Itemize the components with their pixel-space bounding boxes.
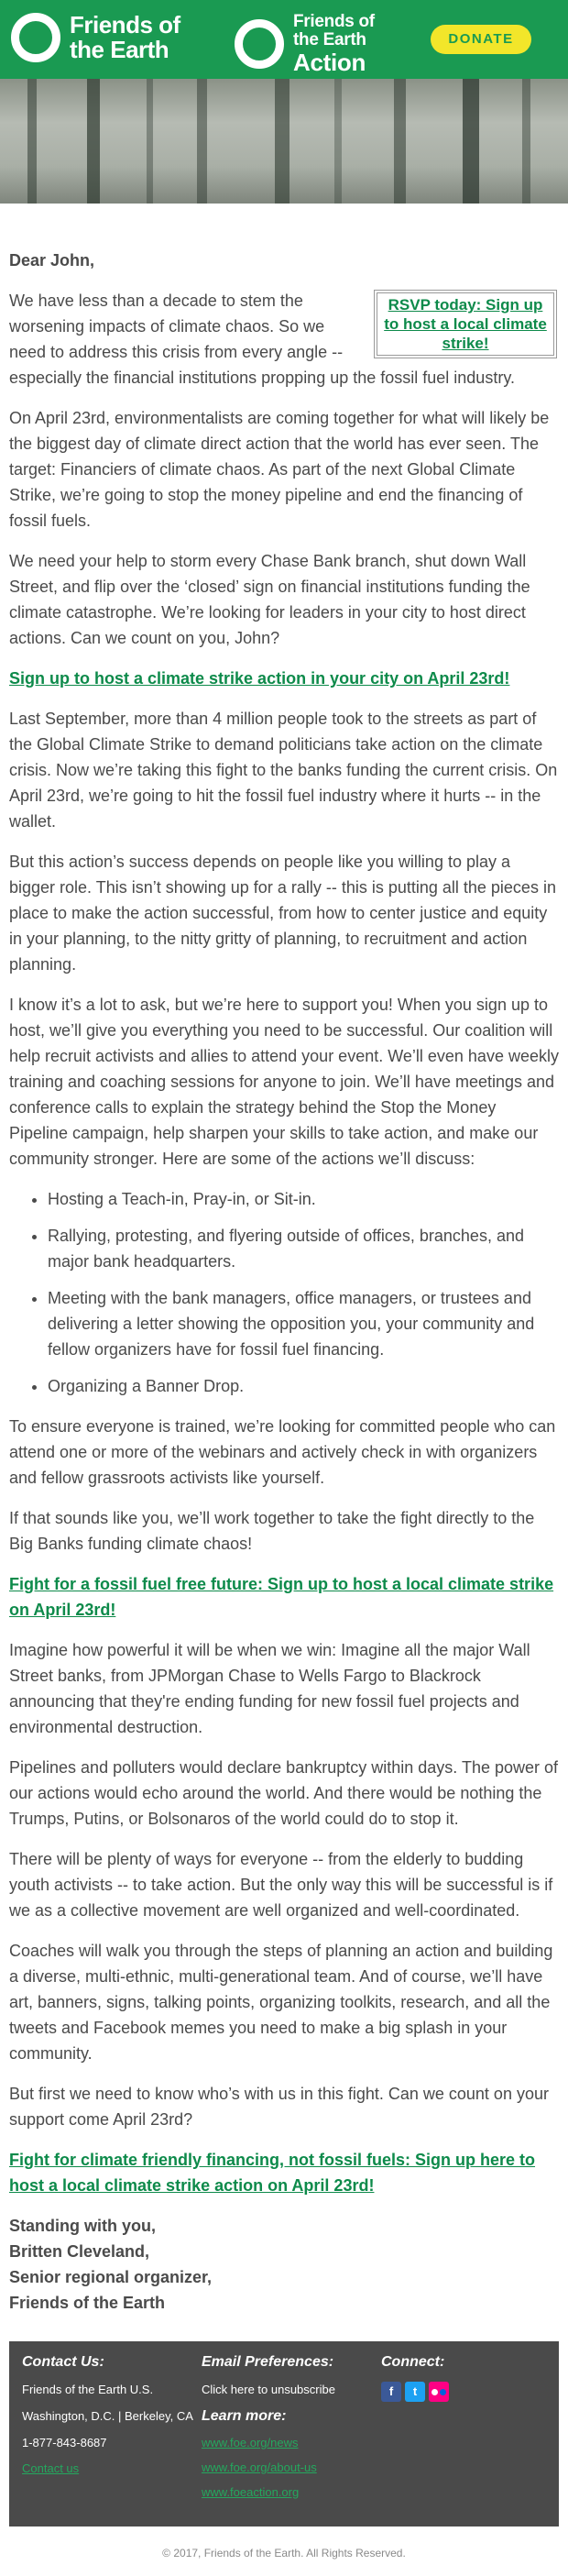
twitter-icon[interactable]: t <box>405 2382 425 2402</box>
logo-line: the Earth <box>70 36 169 63</box>
donate-button[interactable]: DONATE <box>431 25 531 54</box>
paragraph: If that sounds like you, we’ll work together to take the fight directly to the Big Banks funding climate chaos! <box>9 1509 535 1553</box>
footer-connect <box>381 2354 537 2510</box>
paragraph: We need your help to storm every Chase Bank branch, shut down Wall Street, and flip over the ‘closed’ sign on financial institutions funding the climate catastrophe. We’re looking for leaders in your city to host direct actions. Can we count on you, John? <box>9 552 530 647</box>
list-item: • Hosting a Teach-in, Pray-in, or Sit-in. <box>48 1186 559 1212</box>
signup-link[interactable]: Fight for a fossil fuel free future: Sign up to host a local climate strike on April 23rd! <box>9 1575 554 1619</box>
footer <box>9 2341 559 2526</box>
unsubscribe-link[interactable]: Click here to unsubscribe <box>202 2383 335 2396</box>
logo-line: Friends of <box>293 12 375 31</box>
footer-preferences <box>202 2354 381 2510</box>
flickr-icon[interactable] <box>429 2382 449 2402</box>
footer-contact <box>22 2354 202 2510</box>
footer-org: Friends of the Earth U.S. <box>22 2383 154 2396</box>
logo-line: Friends of <box>70 11 180 39</box>
paragraph: But first we need to know who’s with us in this fight. Can we count on your support come April 23rd? <box>9 2085 549 2129</box>
signature-line: Friends of the Earth <box>9 2294 166 2312</box>
signature-line: Standing with you, <box>9 2217 156 2235</box>
forest-hero-image <box>0 79 568 204</box>
earth-ring-icon <box>235 19 284 69</box>
header-banner <box>0 0 568 79</box>
signature <box>9 2213 559 2316</box>
social-icons <box>381 2382 537 2402</box>
logo-line: Action <box>293 49 366 76</box>
footer-heading: Connect: <box>381 2354 445 2370</box>
copyright: © 2017, Friends of the Earth. All Rights Reserved. <box>162 2547 406 2559</box>
paragraph: There will be plenty of ways for everyone -- from the elderly to budding youth activists -- to take action. But the only way this will be successful is if we as a collective movement are well organized and well-coordinated. <box>9 1850 553 1920</box>
facebook-icon[interactable]: f <box>381 2382 401 2402</box>
rsvp-box <box>374 290 557 358</box>
paragraph: I know it’s a lot to ask, but we’re here to support you! When you sign up to host, we’ll give you everything you need to be successful. Our coalition will help recruit activists and allies to attend your event. We’ll even have weekly training and coaching sessions for anyone to join. We’ll have meetings and conference calls to explain the strategy behind the Stop the Money Pipeline campaign, help sharpen your skills to take action, and make our community stronger. Here are some of the actions we’ll discuss: <box>9 996 559 1168</box>
paragraph: Coaches will walk you through the steps of planning an action and building a diverse, multi-ethnic, multi-generational team. And of course, we’ll have art, banners, signs, talking points, organizing toolkits, research, and all the tweets and Facebook memes you need to make a big splash in your community. <box>9 1942 553 2063</box>
news-link[interactable]: www.foe.org/news <box>202 2436 299 2449</box>
greeting: Dear John, <box>9 251 95 270</box>
paragraph: To ensure everyone is trained, we’re looking for committed people who can attend one or more of the webinars and actively check in with organizers and fellow grassroots activists like yourself. <box>9 1417 556 1487</box>
email-body <box>0 231 568 2316</box>
footer-heading: Learn more: <box>202 2408 287 2424</box>
paragraph: But this action’s success depends on people like you willing to play a bigger role. This isn’t showing up for a rally -- this is putting all the pieces in place to make the action successful, from how to center justice and equity in your planning, to the nitty gritty of planning, to recruitment and action planning. <box>9 853 556 974</box>
logo-wordmark <box>293 13 375 75</box>
footer-phone: 1-877-843-8687 <box>22 2436 107 2449</box>
foe-action-link[interactable]: www.foeaction.org <box>202 2485 300 2499</box>
signature-line: Britten Cleveland, <box>9 2242 150 2261</box>
signature-line: Senior regional organizer, <box>9 2268 213 2286</box>
list-item: • Meeting with the bank managers, office managers, or trustees and delivering a letter showing the opposition you, your community and fellow organizers have for fossil fuel financing. <box>48 1285 559 1362</box>
friends-of-the-earth-logo[interactable] <box>11 13 180 62</box>
logo-wordmark <box>70 13 180 62</box>
paragraph: Pipelines and polluters would declare bankruptcy within days. The power of our actions would echo around the world. And there would be nothing the Trumps, Putins, or Bolsonaros of the world could do to stop it. <box>9 1758 559 1828</box>
list-item: • Rallying, protesting, and flyering outside of offices, branches, and major bank headquarters. <box>48 1223 559 1274</box>
about-us-link[interactable]: www.foe.org/about-us <box>202 2460 317 2474</box>
earth-ring-icon <box>11 13 60 62</box>
friends-of-the-earth-action-logo[interactable] <box>235 13 375 75</box>
contact-us-link[interactable]: Contact us <box>22 2461 80 2475</box>
footer-heading: Email Preferences: <box>202 2354 334 2370</box>
rsvp-link[interactable]: RSVP today: Sign up to host a local climate strike! <box>384 296 547 352</box>
footer-heading: Contact Us: <box>22 2354 104 2370</box>
paragraph: We have less than a decade to stem the worsening impacts of climate chaos. So we need to address this crisis from every angle -- especially the financial institutions propping up the fossil fuel industry. <box>9 292 515 387</box>
signup-link[interactable]: Fight for climate friendly financing, not fossil fuels: Sign up here to host a local climate strike action on April 23rd! <box>9 2151 536 2195</box>
logo-line: the Earth <box>293 30 366 50</box>
paragraph: Last September, more than 4 million people took to the streets as part of the Global Climate Strike to demand politicians take action on the climate crisis. Now we’re taking this fight to the banks funding the current crisis. On April 23rd, we’re going to hit the fossil fuel industry where it hurts -- in the wallet. <box>9 710 558 831</box>
signup-link[interactable]: Sign up to host a climate strike action in your city on April 23rd! <box>9 669 510 688</box>
paragraph: Imagine how powerful it will be when we win: Imagine all the major Wall Street banks, from JPMorgan Chase to Wells Fargo to Blackrock announcing that they're ending funding for new fossil fuel projects and environmental destruction. <box>9 1641 530 1736</box>
paragraph: On April 23rd, environmentalists are coming together for what will likely be the biggest day of climate direct action that the world has ever seen. The target: Financiers of climate chaos. As part of the next Global Climate Strike, we’re going to stop the money pipeline and end the financing of fossil fuels. <box>9 409 550 530</box>
list-item: • Organizing a Banner Drop. <box>48 1373 559 1399</box>
actions-list <box>9 1186 559 1399</box>
footer-address: Washington, D.C. | Berkeley, CA <box>22 2409 193 2423</box>
